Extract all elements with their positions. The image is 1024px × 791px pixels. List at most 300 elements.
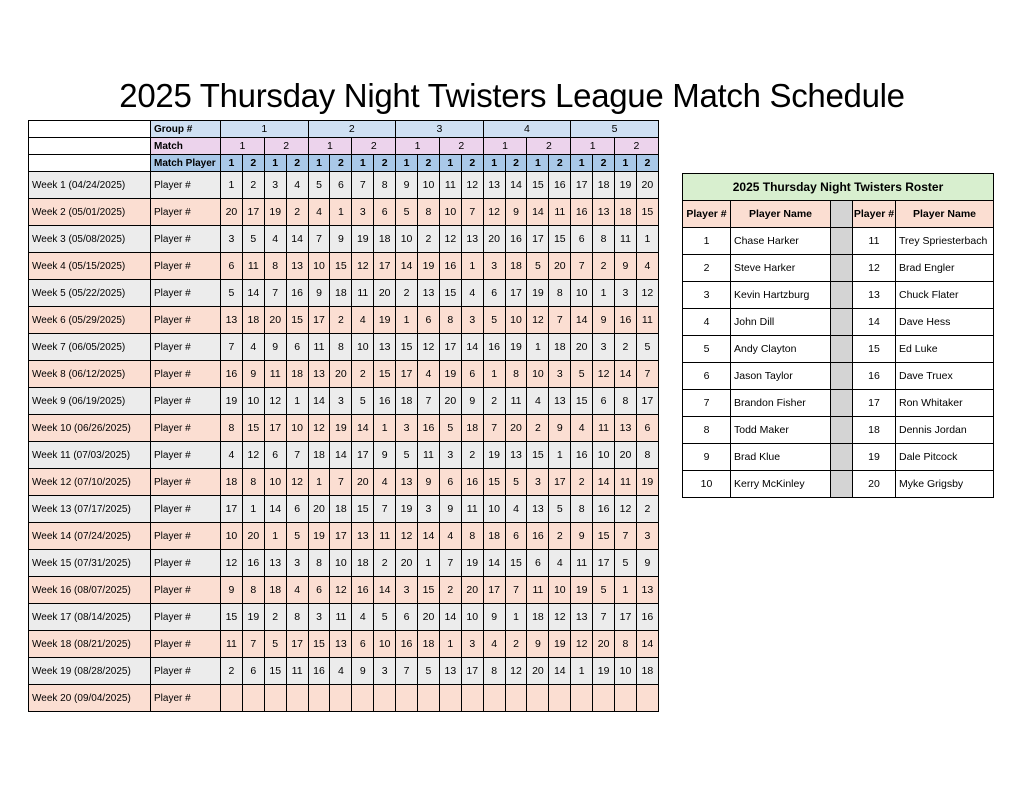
player-cell: 9 (593, 307, 615, 334)
player-cell: 10 (571, 280, 593, 307)
player-cell (593, 685, 615, 712)
player-cell: 11 (439, 172, 461, 199)
player-cell: 1 (439, 631, 461, 658)
roster-player-name: Ron Whitaker (896, 390, 994, 417)
player-cell: 16 (242, 550, 264, 577)
player-cell: 20 (396, 550, 418, 577)
player-cell: 7 (374, 496, 396, 523)
player-cell: 13 (352, 523, 374, 550)
player-cell: 7 (615, 523, 637, 550)
player-label: Player # (151, 496, 221, 523)
roster-header-player-num: Player # (853, 201, 896, 228)
player-label: Player # (151, 631, 221, 658)
player-cell: 4 (374, 469, 396, 496)
player-cell: 11 (418, 442, 440, 469)
player-cell: 9 (352, 658, 374, 685)
player-cell: 1 (505, 604, 527, 631)
week-label: Week 19 (08/28/2025) (29, 658, 151, 685)
player-cell: 13 (439, 658, 461, 685)
player-cell: 10 (352, 334, 374, 361)
player-cell: 9 (615, 253, 637, 280)
player-cell: 6 (593, 388, 615, 415)
player-cell: 14 (593, 469, 615, 496)
player-label: Player # (151, 604, 221, 631)
player-cell: 2 (461, 442, 483, 469)
player-cell: 8 (286, 604, 308, 631)
player-cell: 3 (330, 388, 352, 415)
player-cell: 3 (615, 280, 637, 307)
player-cell: 17 (242, 199, 264, 226)
player-cell: 2 (549, 523, 571, 550)
player-cell: 13 (483, 172, 505, 199)
player-cell: 19 (593, 658, 615, 685)
player-cell: 3 (636, 523, 658, 550)
player-cell: 7 (439, 550, 461, 577)
player-cell: 9 (418, 469, 440, 496)
player-cell: 15 (549, 226, 571, 253)
roster-player-num: 7 (683, 390, 731, 417)
player-cell: 13 (330, 631, 352, 658)
header-blank-cell (29, 155, 151, 172)
player-cell: 19 (242, 604, 264, 631)
player-cell: 6 (374, 199, 396, 226)
roster-title: 2025 Thursday Night Twisters Roster (683, 174, 994, 201)
player-cell: 15 (439, 280, 461, 307)
player-label: Player # (151, 550, 221, 577)
player-cell: 5 (396, 199, 418, 226)
player-cell: 12 (461, 172, 483, 199)
player-cell: 8 (418, 199, 440, 226)
roster-player-name: Myke Grigsby (896, 471, 994, 498)
roster-divider (831, 444, 853, 471)
player-cell: 5 (352, 388, 374, 415)
player-cell: 9 (242, 361, 264, 388)
roster-divider (831, 471, 853, 498)
week-label: Week 4 (05/15/2025) (29, 253, 151, 280)
player-cell: 16 (461, 469, 483, 496)
player-cell: 17 (264, 415, 286, 442)
player-cell: 17 (352, 442, 374, 469)
week-label: Week 12 (07/10/2025) (29, 469, 151, 496)
page-title: 2025 Thursday Night Twisters League Match Schedule (119, 77, 905, 114)
player-cell: 8 (439, 307, 461, 334)
player-cell: 14 (330, 442, 352, 469)
player-cell: 10 (396, 226, 418, 253)
player-cell: 4 (549, 550, 571, 577)
player-cell: 7 (461, 199, 483, 226)
player-cell: 14 (352, 415, 374, 442)
roster-player-name: Dale Pitcock (896, 444, 994, 471)
player-cell: 15 (527, 442, 549, 469)
player-cell: 4 (505, 496, 527, 523)
match-header-row (29, 138, 659, 155)
player-cell: 18 (505, 253, 527, 280)
roster-player-name: Ed Luke (896, 336, 994, 363)
player-cell: 5 (615, 550, 637, 577)
player-cell: 14 (264, 496, 286, 523)
player-cell: 1 (571, 658, 593, 685)
player-cell: 2 (221, 658, 243, 685)
player-cell (264, 685, 286, 712)
player-cell (352, 685, 374, 712)
player-cell: 16 (615, 307, 637, 334)
match-player-number: 1 (571, 155, 593, 172)
player-cell: 18 (615, 199, 637, 226)
week-row (29, 226, 659, 253)
player-cell: 12 (330, 577, 352, 604)
player-cell: 3 (374, 658, 396, 685)
player-cell: 7 (308, 226, 330, 253)
player-cell: 3 (264, 172, 286, 199)
player-cell: 8 (615, 388, 637, 415)
player-cell: 1 (636, 226, 658, 253)
roster-player-num: 20 (853, 471, 896, 498)
player-cell: 14 (242, 280, 264, 307)
match-player-number: 2 (636, 155, 658, 172)
player-cell: 12 (615, 496, 637, 523)
player-label: Player # (151, 685, 221, 712)
player-cell: 17 (549, 469, 571, 496)
player-cell: 3 (439, 442, 461, 469)
match-player-number: 1 (264, 155, 286, 172)
roster-row (683, 336, 994, 363)
player-cell: 7 (242, 631, 264, 658)
player-cell: 16 (549, 172, 571, 199)
roster-row (683, 471, 994, 498)
player-cell: 4 (221, 442, 243, 469)
match-player-number: 1 (527, 155, 549, 172)
player-cell: 20 (308, 496, 330, 523)
player-cell: 6 (418, 307, 440, 334)
player-cell (549, 685, 571, 712)
roster-player-num: 9 (683, 444, 731, 471)
match-player-number: 2 (330, 155, 352, 172)
player-cell: 15 (286, 307, 308, 334)
player-cell: 20 (439, 388, 461, 415)
player-cell: 16 (286, 280, 308, 307)
player-cell: 15 (221, 604, 243, 631)
player-cell: 15 (636, 199, 658, 226)
player-cell: 13 (527, 496, 549, 523)
player-cell: 13 (374, 334, 396, 361)
week-label: Week 5 (05/22/2025) (29, 280, 151, 307)
player-cell: 12 (636, 280, 658, 307)
match-player-header-row (29, 155, 659, 172)
player-cell: 14 (374, 577, 396, 604)
player-cell: 12 (242, 442, 264, 469)
roster-player-name: Steve Harker (731, 255, 831, 282)
player-cell: 20 (483, 226, 505, 253)
player-cell (286, 685, 308, 712)
player-cell (374, 685, 396, 712)
match-number: 2 (439, 138, 483, 155)
player-cell: 12 (286, 469, 308, 496)
player-cell: 8 (505, 361, 527, 388)
player-cell (615, 685, 637, 712)
player-cell: 2 (527, 415, 549, 442)
roster-player-name: Dave Truex (896, 363, 994, 390)
week-row (29, 280, 659, 307)
player-cell: 9 (374, 442, 396, 469)
player-cell: 6 (483, 280, 505, 307)
player-cell: 18 (308, 442, 330, 469)
player-cell: 2 (571, 469, 593, 496)
player-cell (418, 685, 440, 712)
player-cell: 11 (352, 280, 374, 307)
player-cell: 8 (636, 442, 658, 469)
player-cell: 20 (330, 361, 352, 388)
player-cell: 17 (571, 172, 593, 199)
player-cell: 14 (286, 226, 308, 253)
player-cell: 6 (286, 334, 308, 361)
week-row (29, 604, 659, 631)
player-cell: 18 (264, 577, 286, 604)
group-label: Group # (151, 121, 221, 138)
group-number: 2 (308, 121, 396, 138)
player-cell: 3 (396, 577, 418, 604)
roster-row (683, 255, 994, 282)
roster-player-num: 19 (853, 444, 896, 471)
player-cell: 4 (418, 361, 440, 388)
roster-player-name: Kevin Hartzburg (731, 282, 831, 309)
player-cell: 10 (439, 199, 461, 226)
week-row (29, 253, 659, 280)
player-cell: 5 (439, 415, 461, 442)
player-cell: 6 (352, 631, 374, 658)
player-cell: 13 (221, 307, 243, 334)
player-cell: 20 (615, 442, 637, 469)
player-cell: 2 (593, 253, 615, 280)
player-cell: 18 (483, 523, 505, 550)
player-cell: 8 (571, 496, 593, 523)
player-cell: 1 (242, 496, 264, 523)
player-cell (461, 685, 483, 712)
player-cell: 10 (330, 550, 352, 577)
week-label: Week 14 (07/24/2025) (29, 523, 151, 550)
player-cell: 14 (549, 658, 571, 685)
player-cell: 5 (505, 469, 527, 496)
match-number: 2 (264, 138, 308, 155)
player-cell: 20 (636, 172, 658, 199)
player-cell: 20 (527, 658, 549, 685)
player-cell: 18 (352, 550, 374, 577)
player-cell: 11 (615, 226, 637, 253)
match-number: 1 (483, 138, 527, 155)
player-cell: 6 (636, 415, 658, 442)
roster-player-num: 5 (683, 336, 731, 363)
player-cell: 7 (330, 469, 352, 496)
roster-player-num: 18 (853, 417, 896, 444)
player-cell: 15 (374, 361, 396, 388)
player-cell: 19 (330, 415, 352, 442)
player-cell: 14 (308, 388, 330, 415)
roster-player-name: Dave Hess (896, 309, 994, 336)
roster-player-num: 2 (683, 255, 731, 282)
player-cell: 10 (483, 496, 505, 523)
header-blank-cell (29, 138, 151, 155)
player-cell: 7 (571, 253, 593, 280)
player-cell: 9 (264, 334, 286, 361)
player-cell: 9 (549, 415, 571, 442)
player-cell: 19 (221, 388, 243, 415)
player-cell: 18 (593, 172, 615, 199)
player-cell: 5 (483, 307, 505, 334)
player-cell (527, 685, 549, 712)
week-label: Week 6 (05/29/2025) (29, 307, 151, 334)
player-cell: 14 (483, 550, 505, 577)
match-number: 2 (527, 138, 571, 155)
player-cell: 20 (418, 604, 440, 631)
match-player-number: 1 (221, 155, 243, 172)
roster-divider (831, 336, 853, 363)
player-cell: 18 (221, 469, 243, 496)
player-cell: 15 (330, 253, 352, 280)
player-cell: 18 (527, 604, 549, 631)
player-cell: 16 (636, 604, 658, 631)
player-cell: 7 (483, 415, 505, 442)
player-cell: 19 (308, 523, 330, 550)
player-cell: 6 (242, 658, 264, 685)
player-cell: 17 (330, 523, 352, 550)
player-cell: 20 (242, 523, 264, 550)
player-cell: 5 (221, 280, 243, 307)
player-cell: 2 (418, 226, 440, 253)
player-cell: 5 (374, 604, 396, 631)
player-cell: 19 (461, 550, 483, 577)
week-row (29, 685, 659, 712)
player-cell: 16 (418, 415, 440, 442)
player-label: Player # (151, 253, 221, 280)
player-cell: 5 (571, 361, 593, 388)
player-cell: 19 (352, 226, 374, 253)
player-cell: 6 (439, 469, 461, 496)
group-number: 4 (483, 121, 571, 138)
week-row (29, 334, 659, 361)
player-cell: 15 (308, 631, 330, 658)
player-cell: 1 (396, 307, 418, 334)
player-cell: 12 (439, 226, 461, 253)
player-cell: 4 (330, 658, 352, 685)
player-cell: 10 (374, 631, 396, 658)
player-cell: 6 (308, 577, 330, 604)
player-cell: 6 (461, 361, 483, 388)
roster-row (683, 228, 994, 255)
player-cell: 1 (308, 469, 330, 496)
player-cell: 4 (571, 415, 593, 442)
player-label: Player # (151, 334, 221, 361)
roster-divider (831, 390, 853, 417)
player-cell: 4 (352, 307, 374, 334)
player-cell: 15 (505, 550, 527, 577)
player-cell: 1 (330, 199, 352, 226)
player-cell (439, 685, 461, 712)
player-cell: 2 (396, 280, 418, 307)
player-cell: 3 (593, 334, 615, 361)
match-player-number: 2 (242, 155, 264, 172)
player-cell: 20 (505, 415, 527, 442)
player-cell (505, 685, 527, 712)
player-cell: 12 (418, 334, 440, 361)
player-cell: 16 (221, 361, 243, 388)
week-label: Week 15 (07/31/2025) (29, 550, 151, 577)
player-cell: 15 (593, 523, 615, 550)
player-cell: 19 (374, 307, 396, 334)
roster-player-name: Brad Engler (896, 255, 994, 282)
player-cell: 16 (396, 631, 418, 658)
player-cell: 12 (527, 307, 549, 334)
roster-row (683, 390, 994, 417)
player-cell: 5 (527, 253, 549, 280)
player-cell: 11 (286, 658, 308, 685)
player-cell: 2 (636, 496, 658, 523)
player-cell: 12 (549, 604, 571, 631)
player-cell: 8 (549, 280, 571, 307)
roster-player-num: 6 (683, 363, 731, 390)
player-cell: 1 (549, 442, 571, 469)
match-player-number: 1 (615, 155, 637, 172)
roster-player-name: Kerry McKinley (731, 471, 831, 498)
player-label: Player # (151, 577, 221, 604)
player-cell: 18 (418, 631, 440, 658)
player-cell: 9 (439, 496, 461, 523)
roster-player-num: 11 (853, 228, 896, 255)
match-number: 1 (571, 138, 615, 155)
match-player-number: 1 (308, 155, 330, 172)
player-cell: 4 (527, 388, 549, 415)
player-cell: 13 (418, 280, 440, 307)
player-cell: 4 (439, 523, 461, 550)
player-cell: 8 (242, 469, 264, 496)
player-cell: 10 (308, 253, 330, 280)
player-cell: 9 (396, 172, 418, 199)
player-cell: 8 (615, 631, 637, 658)
player-cell: 6 (221, 253, 243, 280)
player-cell: 10 (286, 415, 308, 442)
group-number: 5 (571, 121, 659, 138)
week-row (29, 496, 659, 523)
player-cell: 1 (286, 388, 308, 415)
player-cell: 10 (461, 604, 483, 631)
week-label: Week 1 (04/24/2025) (29, 172, 151, 199)
roster-player-num: 10 (683, 471, 731, 498)
player-cell: 18 (242, 307, 264, 334)
player-cell: 20 (221, 199, 243, 226)
week-label: Week 16 (08/07/2025) (29, 577, 151, 604)
player-cell: 11 (264, 361, 286, 388)
player-cell: 11 (221, 631, 243, 658)
roster-player-name: Andy Clayton (731, 336, 831, 363)
match-player-number: 2 (374, 155, 396, 172)
player-cell: 17 (308, 307, 330, 334)
player-cell: 9 (505, 199, 527, 226)
week-label: Week 9 (06/19/2025) (29, 388, 151, 415)
player-cell: 5 (264, 631, 286, 658)
roster-header-player-num: Player # (683, 201, 731, 228)
week-label: Week 8 (06/12/2025) (29, 361, 151, 388)
match-player-number: 2 (505, 155, 527, 172)
player-cell: 11 (330, 604, 352, 631)
roster-player-name: Dennis Jordan (896, 417, 994, 444)
player-label: Player # (151, 415, 221, 442)
week-row (29, 523, 659, 550)
player-cell: 6 (264, 442, 286, 469)
player-cell: 13 (593, 199, 615, 226)
player-cell: 12 (571, 631, 593, 658)
player-cell: 14 (636, 631, 658, 658)
player-cell: 13 (264, 550, 286, 577)
player-cell: 1 (418, 550, 440, 577)
player-cell: 4 (242, 334, 264, 361)
